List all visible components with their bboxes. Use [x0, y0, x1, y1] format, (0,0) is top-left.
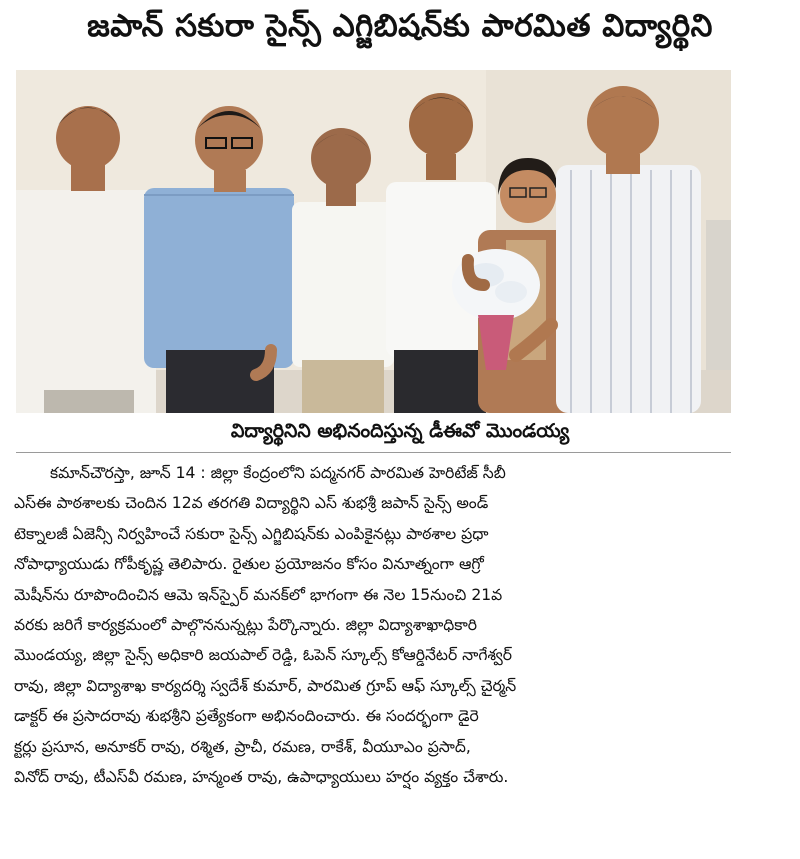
body-line: మొండయ్య, జిల్లా సైన్స్ అధికారి జయపాల్ రెడ్డి, ఓపెన్ స్కూల్స్ కోఆర్డినేటర్ నాగేశ్వర్ — [14, 646, 513, 665]
body-line: టెక్నాలజీ ఏజెన్సీ నిర్వహించే సకురా సైన్స్ ఎగ్జిబిషన్‌కు ఎంపికైనట్లు పాఠశాల ప్రధా — [14, 524, 489, 543]
divider — [16, 452, 731, 453]
body-line: వరకు జరిగే కార్యక్రమంలో పాల్గొననున్నట్లు పేర్కొన్నారు. జిల్లా విద్యాశాఖాధికారి — [14, 616, 478, 635]
photo-caption: విద్యార్థినిని అభినందిస్తున్న డీఈవో మొండయ్య — [230, 420, 570, 442]
body-line: నోపాధ్యాయుడు గోపీకృష్ణ తెలిపారు. రైతుల ప్రయోజనం కోసం వినూత్నంగా ఆగ్రో — [14, 555, 484, 574]
article-body — [14, 458, 766, 792]
body-line: మెషీన్‌ను రూపొందించిన ఆమె ఇన్‌స్పైర్ మనక్‌లో భాగంగా ఈ నెల 15నుంచి 21వ — [14, 585, 503, 604]
body-line: వినోద్ రావు, టీఎస్‌వీ రమణ, హన్మంత రావు, ఉపాధ్యాయులు హర్షం వ్యక్తం చేశారు. — [14, 768, 509, 787]
headline: జపాన్ సకురా సైన్స్ ఎగ్జిబిషన్‌కు పారమిత విద్యార్థిని — [87, 8, 713, 44]
body-line: ఎస్ఈ పాఠశాలకు చెందిన 12వ తరగతి విద్యార్థిని ఎస్ శుభశ్రీ జపాన్ సైన్స్ అండ్ — [14, 494, 489, 513]
news-photo — [16, 70, 731, 413]
body-line: కమాన్‌చౌరస్తా, జూన్ 14 : జిల్లా కేంద్రంలోని పద్మనగర్ పారమిత హెరిటేజ్ సీబీ — [50, 464, 506, 482]
body-line: క్టర్లు ప్రసూన, అనూకర్ రావు, రశ్మిత, ప్రాచీ, రమణ, రాకేశ్, వీయూఎం ప్రసాద్, — [14, 737, 471, 756]
body-line: రావు, జిల్లా విద్యాశాఖ కార్యదర్శి స్వదేశ్ కుమార్, పారమిత గ్రూప్ ఆఫ్ స్కూల్స్ చైర్మన్ — [14, 676, 517, 695]
body-line: డాక్టర్ ఈ ప్రసాదరావు శుభశ్రీని ప్రత్యేకంగా అభినందించారు. ఈ సందర్భంగా డైరె — [14, 707, 479, 726]
